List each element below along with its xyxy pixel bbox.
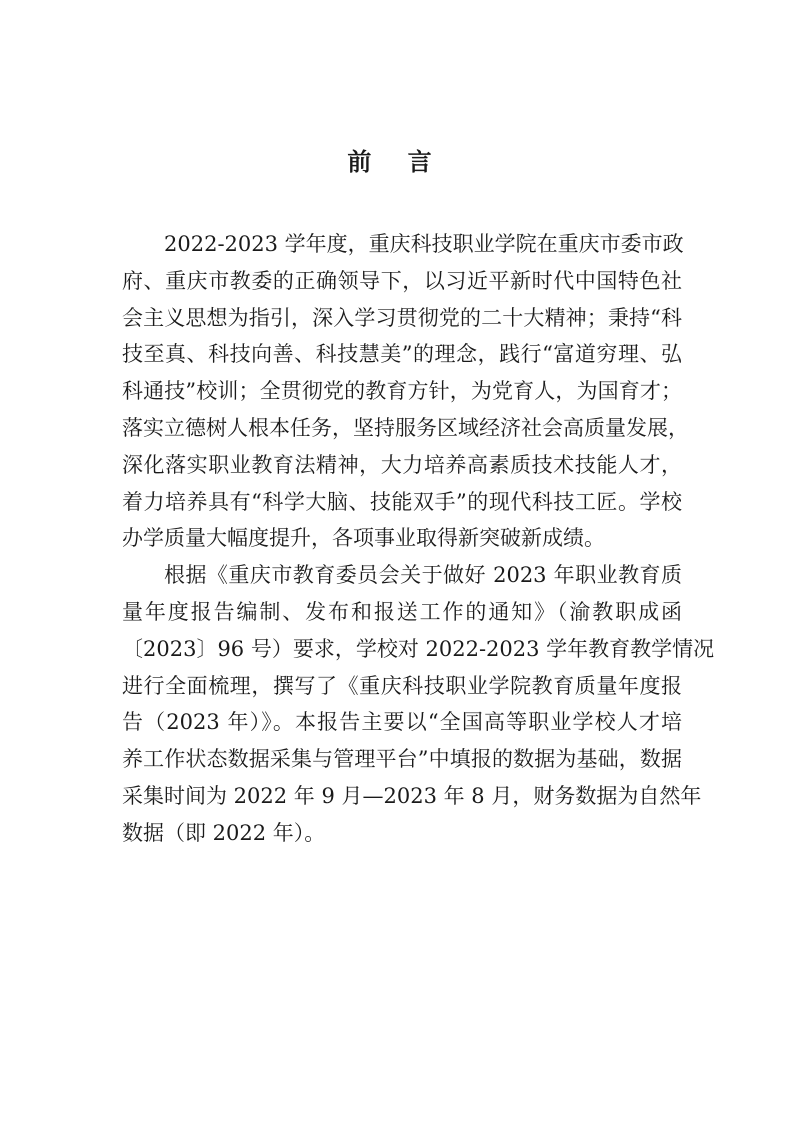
paragraph-1	[122, 226, 689, 557]
text-line: 办学质量大幅度提升，各项事业取得新突破新成绩。	[122, 526, 605, 551]
text-line: 2022-2023 学年度，重庆科技职业学院在重庆市委市政	[164, 232, 684, 256]
text-line: 技至真、科技向善、科技慧美”的理念，践行“富道穷理、弘	[122, 342, 682, 367]
text-line: 进行全面梳理，撰写了《重庆科技职业学院教育质量年度报	[122, 673, 682, 698]
text-line: 落实立德树人根本任务，坚持服务区域经济社会高质量发展，	[122, 415, 689, 440]
paragraph-2	[122, 557, 715, 851]
text-line: 府、重庆市教委的正确领导下，以习近平新时代中国特色社	[122, 268, 682, 293]
document-body	[122, 226, 715, 852]
text-line: 着力培养具有“科学大脑、技能双手”的现代科技工匠。学校	[122, 489, 682, 514]
text-line: 数据（即 2022 年）。	[122, 820, 326, 845]
text-line: 量年度报告编制、发布和报送工作的通知》（渝教职成函	[122, 599, 682, 624]
text-line: 深化落实职业教育法精神，大力培养高素质技术技能人才，	[122, 452, 682, 477]
text-line: 采集时间为 2022 年 9 月—2023 年 8 月，财务数据为自然年	[122, 783, 702, 808]
text-line: 根据《重庆市教育委员会关于做好 2023 年职业教育质	[164, 563, 682, 588]
text-line: 〔2023〕96 号）要求，学校对 2022-2023 学年教育教学情况	[122, 636, 715, 661]
text-line: 告（2023 年）》。本报告主要以“全国高等职业学校人才培	[122, 710, 682, 735]
text-line: 科通技”校训；全贯彻党的教育方针，为党育人，为国育才；	[122, 379, 682, 404]
text-line: 养工作状态数据采集与管理平台”中填报的数据为基础，数据	[122, 747, 682, 772]
page-title: 前 言	[347, 148, 446, 176]
text-line: 会主义思想为指引，深入学习贯彻党的二十大精神；秉持“科	[122, 305, 682, 330]
